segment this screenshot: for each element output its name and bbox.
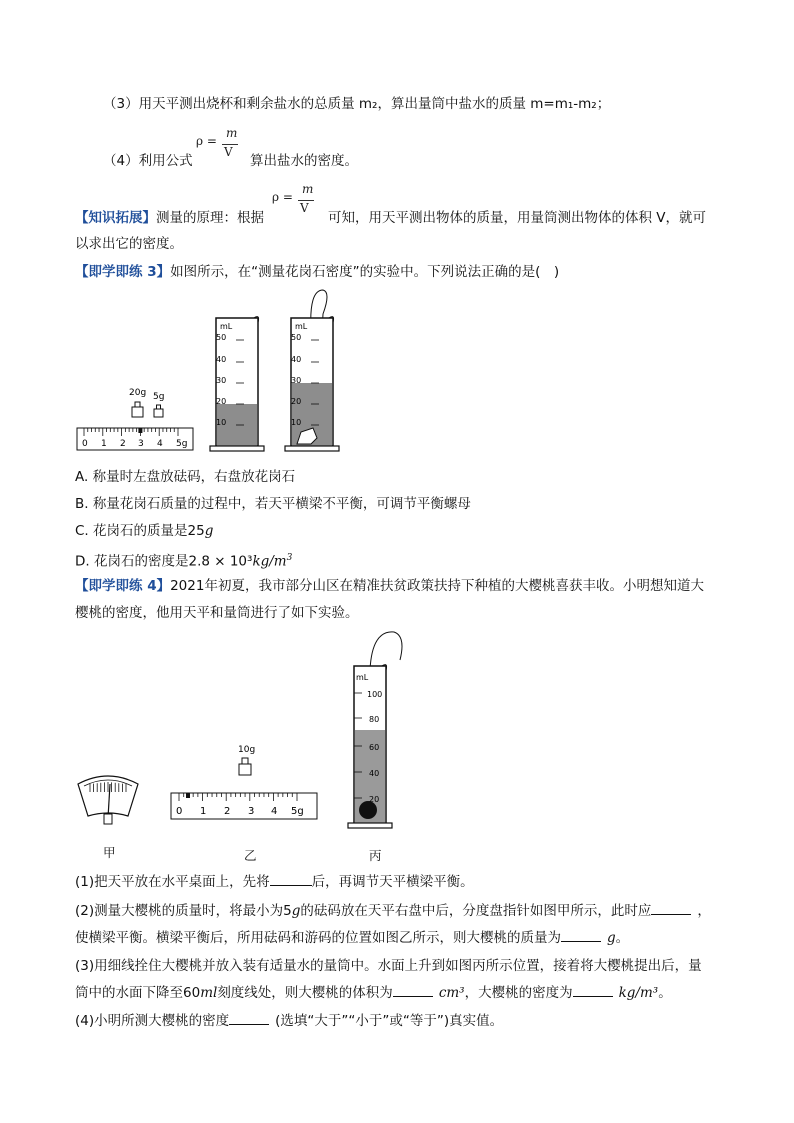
q4-sub3-unit-3: kg/m³ <box>618 985 659 1001</box>
q4-sub3-line2 <box>75 984 672 1002</box>
q4-stem-line1 <box>75 577 704 595</box>
q4-sub3-line1: (3)用细线拴住大樱桃并放入装有适量水的量筒中。水面上升到如图丙所示位置，接着将大樱桃提出后，量 <box>75 958 702 974</box>
q3-cylinder-before <box>208 314 270 454</box>
knowledge-expand-line2: 以求出它的密度。 <box>75 236 183 252</box>
ruler-tick-label: 4 <box>271 806 278 817</box>
weight-5g-icon <box>154 405 163 417</box>
q4-sub3-unit: ml <box>200 985 218 1001</box>
weight-5g-label: 5g <box>153 392 165 402</box>
formula-rho: ρ = <box>196 134 217 148</box>
step-3-text: （3）用天平测出烧杯和剩余盐水的总质量 m₂，算出量筒中盐水的质量 m=m₁-m₂； <box>103 96 611 112</box>
knowledge-expand-line1 <box>75 209 264 227</box>
ruler-tick-label: 3 <box>138 439 144 449</box>
answer-blank[interactable] <box>651 914 691 915</box>
q3-option-c-unit: g <box>204 523 214 539</box>
step-4-text: （4）利用公式 <box>103 153 193 169</box>
answer-blank[interactable] <box>573 996 613 997</box>
cylinder-tick-label: 30 <box>291 376 302 385</box>
weight-10g-icon <box>239 758 251 775</box>
caption-jia: 甲 <box>103 845 116 860</box>
knowledge-expand-text: 测量的原理：根据 <box>156 210 264 226</box>
q4-sub3-punct: 。 <box>658 985 672 1001</box>
cylinder-tick-label: 40 <box>369 769 380 778</box>
cylinder-tick-label: 30 <box>216 376 227 385</box>
ruler-tick-label: 3 <box>248 806 255 817</box>
q3-tag: 【即学即练 3】 <box>75 264 171 280</box>
q4-sub2-punct-2: 。 <box>615 930 630 946</box>
cylinder-tick-label: 60 <box>369 743 380 752</box>
q3-cylinder-after <box>283 290 345 454</box>
caption-bing: 丙 <box>369 848 382 863</box>
cylinder-tick-label: 40 <box>216 355 227 364</box>
knowledge-expand-text-post: 可知，用天平测出物体的质量，用量筒测出物体的体积 V，就可 <box>328 210 707 226</box>
q4-stem-line2: 樱桃的密度，他用天平和量筒进行了如下实验。 <box>75 605 359 621</box>
cylinder-tick-label: 10 <box>216 418 227 427</box>
answer-blank[interactable] <box>229 1024 269 1025</box>
rider-ruler <box>77 428 193 450</box>
ruler-tick-label: 5g <box>176 439 188 449</box>
cylinder-tick-label: 100 <box>367 690 383 699</box>
q4-sub1-text: (1)把天平放在水平桌面上，先将 <box>75 874 270 890</box>
formula-denominator: V <box>300 201 309 215</box>
q4-sub3-text-mid-2: ，大樱桃的密度为 <box>464 985 573 1001</box>
cylinder-unit-label: mL <box>356 673 369 682</box>
q3-option-b: B. 称量花岗石质量的过程中，若天平横梁不平衡，可调节平衡螺母 <box>75 496 471 512</box>
q4-sub2-punct: ， <box>697 903 711 919</box>
cylinder-tick-label: 20 <box>216 397 227 406</box>
q4-sub4 <box>75 1012 503 1030</box>
q3-option-c <box>75 522 213 540</box>
weight-20g-label: 20g <box>129 388 147 398</box>
q4-sub4-text-post: (选填“大于”“小于”或“等于”)真实值。 <box>275 1013 504 1029</box>
formula-numerator: m <box>302 182 314 196</box>
q3-balance-figure <box>76 380 196 455</box>
answer-blank[interactable] <box>561 941 601 942</box>
ruler-tick-label: 2 <box>224 806 231 817</box>
q4-sub3-text: 筒中的水面下降至60 <box>75 985 201 1001</box>
cylinder-tick-label: 50 <box>291 333 302 342</box>
formula-numerator: m <box>226 126 238 140</box>
q4-cylinder-figure <box>346 630 416 830</box>
q4-tag: 【即学即练 4】 <box>75 578 171 594</box>
q4-balance-figure <box>170 740 320 822</box>
q4-sub3-unit-2: cm³ <box>438 985 465 1001</box>
weight-20g-icon <box>132 402 143 417</box>
q3-option-c-text: C. 花岗石的质量是25 <box>75 523 205 539</box>
ruler-tick-label: 2 <box>120 439 126 449</box>
q4-sub2-line2 <box>75 929 629 947</box>
q3-option-d-unit: kg/m <box>252 553 287 570</box>
cylinder-tick-label: 20 <box>291 397 302 406</box>
q4-sub1 <box>75 873 474 891</box>
ruler-tick-label: 0 <box>176 806 183 817</box>
ruler-tick-label: 1 <box>200 806 207 817</box>
rider-marker <box>186 793 190 798</box>
density-formula <box>196 128 242 164</box>
q4-sub4-text: (4)小明所测大樱桃的密度 <box>75 1013 230 1029</box>
rider-ruler <box>171 793 317 819</box>
ruler-tick-label: 0 <box>82 439 88 449</box>
step-4-text-end: 算出盐水的密度。 <box>250 153 358 169</box>
q4-sub3-text-mid: 刻度线处，则大樱桃的体积为 <box>217 985 393 1001</box>
formula-rho: ρ = <box>272 190 293 204</box>
q3-option-d <box>75 549 292 571</box>
q3-stem <box>75 263 559 281</box>
answer-blank[interactable] <box>393 996 433 997</box>
rider-marker <box>138 428 142 433</box>
formula-denominator: V <box>224 145 233 159</box>
knowledge-expand-tag: 【知识拓展】 <box>75 210 156 226</box>
q4-sub2-text-line2: 使横梁平衡。横梁平衡后，所用砝码和游码的位置如图乙所示，则大樱桃的质量为 <box>75 930 561 946</box>
q4-sub2-unit: g <box>291 903 301 919</box>
q4-sub2-text-post: 的砝码放在天平右盘中后，分度盘指针如图甲所示，此时应 <box>300 903 652 919</box>
q3-option-d-text: D. 花岗石的密度是2.8 × 10³ <box>75 553 253 570</box>
cylinder-unit-label: mL <box>295 322 308 331</box>
ruler-tick-label: 4 <box>157 439 163 449</box>
q4-sub2-unit-2: g <box>607 930 616 946</box>
q3-option-d-sup: 3 <box>286 553 293 563</box>
q3-option-a: A. 称量时左盘放砝码，右盘放花岗石 <box>75 469 296 485</box>
caption-yi: 乙 <box>244 848 257 863</box>
q4-stem-text: 2021年初夏，我市部分山区在精准扶贫政策扶持下种植的大樱桃喜获丰收。小明想知道大 <box>170 578 704 594</box>
density-formula-2 <box>272 184 318 220</box>
q4-dial-figure <box>76 770 140 826</box>
ruler-tick-label: 1 <box>101 439 107 449</box>
ruler-tick-label: 5g <box>291 806 304 817</box>
cylinder-tick-label: 50 <box>216 333 227 342</box>
q4-sub2-line1 <box>75 902 711 920</box>
cylinder-tick-label: 20 <box>369 795 380 804</box>
cylinder-tick-label: 40 <box>291 355 302 364</box>
weight-10g-label: 10g <box>238 745 256 755</box>
q4-sub2-text: (2)测量大樱桃的质量时，将最小为5 <box>75 903 292 919</box>
cylinder-unit-label: mL <box>220 322 233 331</box>
q3-stem-text: 如图所示，在“测量花岗石密度”的实验中。下列说法正确的是( ) <box>170 264 560 280</box>
answer-blank[interactable] <box>270 885 312 886</box>
q4-sub1-text-post: 后，再调节天平横梁平衡。 <box>311 874 474 890</box>
cylinder-tick-label: 10 <box>291 418 302 427</box>
cylinder-tick-label: 80 <box>369 715 380 724</box>
